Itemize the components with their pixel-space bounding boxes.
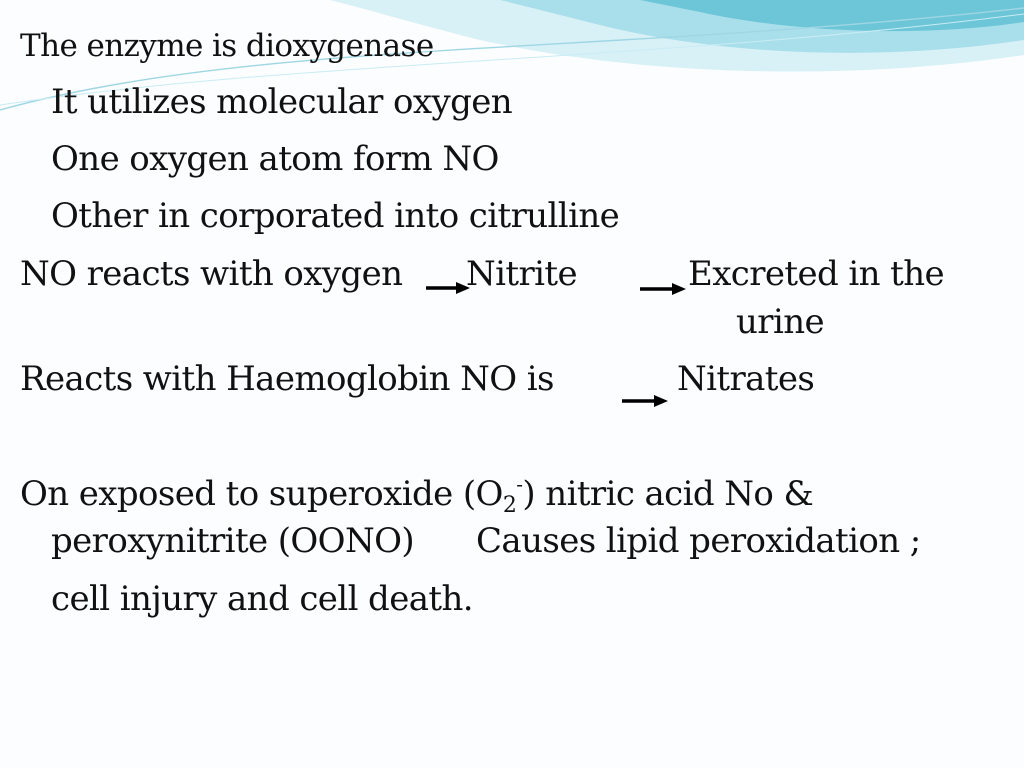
text-nitrite: Nitrite bbox=[466, 254, 577, 294]
arrow-right-icon bbox=[622, 393, 668, 409]
text-line-one-oxygen: One oxygen atom form NO bbox=[51, 139, 499, 179]
text-reacts-haemoglobin: Reacts with Haemoglobin NO is bbox=[20, 359, 554, 399]
text-peroxynitrite: peroxynitrite (OONO) bbox=[51, 521, 415, 561]
text-line-enzyme: The enzyme is dioxygenase bbox=[20, 28, 434, 64]
nitric-acid-text: ) nitric acid No & bbox=[522, 474, 814, 514]
arrow-right-icon bbox=[640, 281, 686, 297]
text-nitrates: Nitrates bbox=[677, 359, 815, 399]
arrow-right-icon bbox=[426, 280, 470, 296]
text-line-molecular-oxygen: It utilizes molecular oxygen bbox=[51, 82, 513, 122]
superoxide-text: On exposed to superoxide (O bbox=[20, 474, 503, 514]
superscript-minus: - bbox=[516, 472, 523, 496]
text-line-citrulline: Other in corporated into citrulline bbox=[51, 196, 620, 236]
text-line-superoxide bbox=[20, 474, 813, 519]
text-lipid-peroxidation: Causes lipid peroxidation ; bbox=[476, 521, 921, 561]
subscript-two: 2 bbox=[502, 493, 517, 518]
text-cell-injury: cell injury and cell death. bbox=[51, 579, 473, 619]
text-excreted: Excreted in the bbox=[688, 254, 945, 294]
text-urine: urine bbox=[736, 302, 825, 342]
text-no-reacts: NO reacts with oxygen bbox=[20, 254, 403, 294]
